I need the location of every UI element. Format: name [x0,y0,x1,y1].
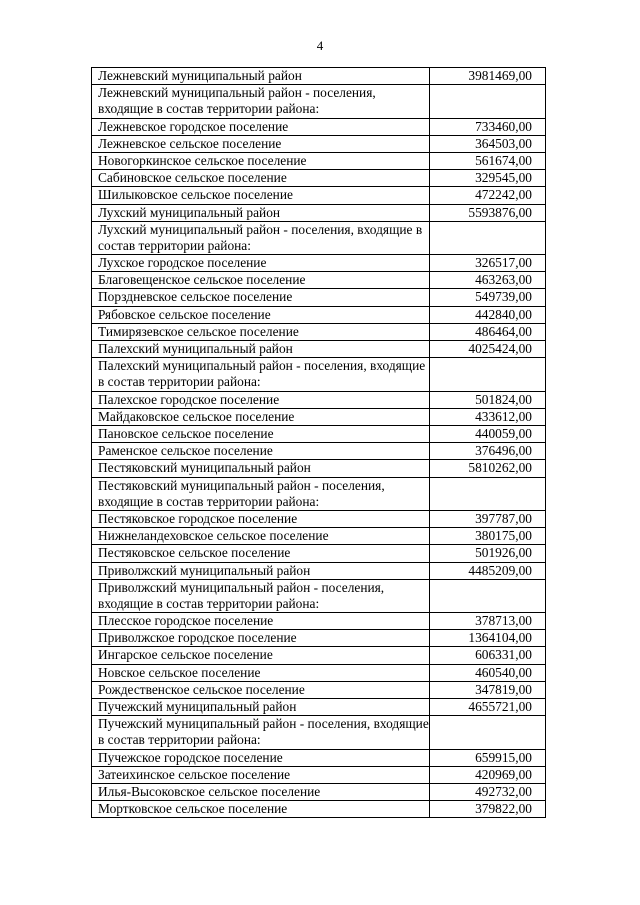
district-settlements-header-row [92,221,546,254]
row-amount-cell: 380175,00 [430,528,546,545]
row-name-cell: Приволжский муниципальный район - поселения, входящие в состав территории района: [92,579,430,612]
table-row [92,341,546,358]
table-row [92,766,546,783]
row-amount-cell: 463263,00 [430,272,546,289]
row-amount-cell [430,85,546,118]
row-name-cell: Приволжское городское поселение [92,630,430,647]
district-settlements-header-row [92,579,546,612]
table-row [92,699,546,716]
row-amount-cell: 486464,00 [430,323,546,340]
district-settlements-header-row [92,716,546,749]
row-amount-cell: 659915,00 [430,749,546,766]
table-row [92,408,546,425]
table-row [92,664,546,681]
row-amount-cell: 347819,00 [430,681,546,698]
row-name-cell: Пестяковский муниципальный район [92,460,430,477]
row-amount-cell: 326517,00 [430,255,546,272]
row-amount-cell: 397787,00 [430,510,546,527]
district-settlements-header-row [92,358,546,391]
row-name-cell: Лежневский муниципальный район - поселения, входящие в состав территории района: [92,85,430,118]
row-amount-cell: 379822,00 [430,801,546,818]
row-amount-cell: 3981469,00 [430,68,546,85]
row-name-cell: Пучежский муниципальный район [92,699,430,716]
row-amount-cell: 1364104,00 [430,630,546,647]
budget-allocation-table [91,67,546,818]
row-amount-cell: 442840,00 [430,306,546,323]
row-name-cell: Ингарское сельское поселение [92,647,430,664]
table-row [92,613,546,630]
row-name-cell: Пановское сельское поселение [92,425,430,442]
row-name-cell: Рождественское сельское поселение [92,681,430,698]
row-name-cell: Пестяковский муниципальный район - поселения, входящие в состав территории района: [92,477,430,510]
table-row [92,681,546,698]
table-row [92,460,546,477]
table-row [92,170,546,187]
row-name-cell: Палехское городское поселение [92,391,430,408]
row-amount-cell: 501824,00 [430,391,546,408]
table-row [92,272,546,289]
row-name-cell: Благовещенское сельское поселение [92,272,430,289]
table-row [92,545,546,562]
row-amount-cell: 420969,00 [430,766,546,783]
row-amount-cell: 4485209,00 [430,562,546,579]
row-name-cell: Лухское городское поселение [92,255,430,272]
table-row [92,187,546,204]
row-name-cell: Пучежский муниципальный район - поселения, входящие в состав территории района: [92,716,430,749]
row-amount-cell: 4025424,00 [430,341,546,358]
row-amount-cell: 460540,00 [430,664,546,681]
row-name-cell: Майдаковское сельское поселение [92,408,430,425]
row-name-cell: Пестяковское сельское поселение [92,545,430,562]
row-name-cell: Новское сельское поселение [92,664,430,681]
table-row [92,306,546,323]
table-row [92,118,546,135]
row-amount-cell: 440059,00 [430,425,546,442]
row-name-cell: Новогоркинское сельское поселение [92,152,430,169]
row-name-cell: Сабиновское сельское поселение [92,170,430,187]
row-amount-cell: 561674,00 [430,152,546,169]
table-row [92,135,546,152]
table-row [92,204,546,221]
row-name-cell: Лежневское городское поселение [92,118,430,135]
table-row [92,647,546,664]
table-row [92,152,546,169]
row-name-cell: Илья-Высоковское сельское поселение [92,783,430,800]
row-name-cell: Лухский муниципальный район - поселения, входящие в состав территории района: [92,221,430,254]
row-amount-cell: 5593876,00 [430,204,546,221]
row-amount-cell: 433612,00 [430,408,546,425]
row-amount-cell: 364503,00 [430,135,546,152]
row-amount-cell: 492732,00 [430,783,546,800]
district-settlements-header-row [92,85,546,118]
table-row [92,749,546,766]
row-amount-cell [430,358,546,391]
page-number: 4 [316,38,324,53]
row-name-cell: Тимирязевское сельское поселение [92,323,430,340]
row-name-cell: Мортковское сельское поселение [92,801,430,818]
row-amount-cell: 378713,00 [430,613,546,630]
row-name-cell: Рябовское сельское поселение [92,306,430,323]
table-row [92,783,546,800]
row-amount-cell [430,477,546,510]
table-row [92,510,546,527]
row-name-cell: Порздневское сельское поселение [92,289,430,306]
district-settlements-header-row [92,477,546,510]
row-amount-cell [430,579,546,612]
table-row [92,289,546,306]
row-name-cell: Нижнеландеховское сельское поселение [92,528,430,545]
row-amount-cell: 376496,00 [430,443,546,460]
table-row [92,68,546,85]
row-name-cell: Палехский муниципальный район [92,341,430,358]
row-amount-cell: 606331,00 [430,647,546,664]
row-amount-cell: 549739,00 [430,289,546,306]
table-row [92,425,546,442]
row-amount-cell: 733460,00 [430,118,546,135]
table-row [92,443,546,460]
row-name-cell: Шилыковское сельское поселение [92,187,430,204]
row-name-cell: Приволжский муниципальный район [92,562,430,579]
row-name-cell: Плесское городское поселение [92,613,430,630]
table-row [92,255,546,272]
row-amount-cell: 5810262,00 [430,460,546,477]
row-amount-cell: 472242,00 [430,187,546,204]
table-row [92,630,546,647]
table-body [92,68,546,818]
table-row [92,391,546,408]
row-amount-cell [430,221,546,254]
row-amount-cell: 4655721,00 [430,699,546,716]
table-row [92,323,546,340]
table-row [92,801,546,818]
row-name-cell: Раменское сельское поселение [92,443,430,460]
row-name-cell: Затеихинское сельское поселение [92,766,430,783]
row-amount-cell: 501926,00 [430,545,546,562]
row-amount-cell [430,716,546,749]
row-name-cell: Лежневское сельское поселение [92,135,430,152]
row-name-cell: Палехский муниципальный район - поселения, входящие в состав территории района: [92,358,430,391]
row-name-cell: Пучежское городское поселение [92,749,430,766]
row-name-cell: Лежневский муниципальный район [92,68,430,85]
row-name-cell: Лухский муниципальный район [92,204,430,221]
table-row [92,528,546,545]
table-row [92,562,546,579]
row-amount-cell: 329545,00 [430,170,546,187]
row-name-cell: Пестяковское городское поселение [92,510,430,527]
